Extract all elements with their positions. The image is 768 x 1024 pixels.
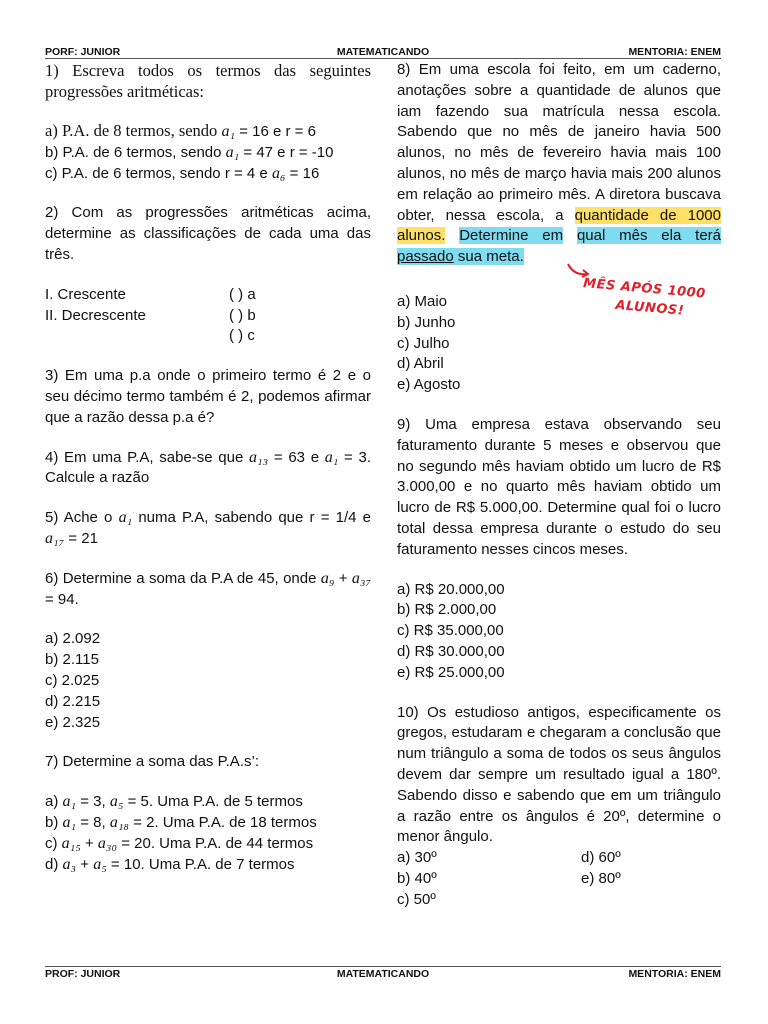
q1-item-b: b) P.A. de 6 termos, sendo a₁ = 47 e r = -10 [45, 143, 334, 161]
q8-option-e: e) Agosto [397, 376, 461, 394]
q1-item-c: c) P.A. de 6 termos, sendo r = 4 e a₆ = 16 [45, 164, 320, 182]
q7-stem: 7) Determine a soma das P.A.s’: [45, 753, 259, 771]
q6-option-d: d) 2.215 [45, 692, 101, 710]
q2-row-3: ( ) c [229, 327, 255, 345]
q8-option-c: c) Julho [397, 334, 450, 352]
q3-stem: 3) Em uma p.a onde o primeiro termo é 2 e o seu décimo termo também é 2, podemos afirmar que a razão dessa p.a é? [45, 367, 371, 426]
q9-option-a: a) R$ 20.000,00 [397, 580, 505, 598]
q9-option-c: c) R$ 35.000,00 [397, 622, 504, 640]
handwritten-note-line-2: ALUNOS! [614, 297, 685, 319]
q6-option-b: b) 2.115 [45, 651, 99, 669]
q10-option-d: d) 60º [581, 849, 621, 867]
handwritten-note-line-1: MÊS APÓS 1000 [582, 275, 707, 302]
q10-option-a: a) 30º [397, 849, 437, 867]
q4-stem: 4) Em uma P.A, sabe-se que a₁₃ = 63 e a₁ = 3. Calcule a razão [45, 448, 371, 487]
q10-option-c: c) 50º [397, 890, 436, 908]
q8-highlight-cyan-3: sua meta. [457, 248, 524, 266]
q2-row-2: II. Decrescente ( ) b [45, 306, 256, 324]
footer-center: MATEMATICANDO [336, 968, 430, 980]
q8-stem: 8) Em uma escola foi feito, em um caderno, anotações sobre a quantidade de alunos que iam fazendo sua matrícula nessa escola. Sabendo que no mês de janeiro havia 500 alunos, no mês de fevereiro havia mais 100 alunos, no mês de março havia mais 200 alunos em relação ao primeiro mês. A diretora buscava obter, nessa escola, a quantidade de 1000 alunos. Determine em qual mês ela terá passado sua meta. [397, 61, 722, 266]
header-rule [45, 58, 721, 59]
q10-row-3 [397, 890, 721, 911]
q7-item-b: b) a₁ = 8, a₁₈ = 2. Uma P.A. de 18 termos [45, 813, 317, 831]
q1-stem: 1) Escreva todos os termos das seguintes progressões aritméticas: [45, 61, 371, 101]
q8-option-b: b) Junho [397, 313, 456, 331]
q9-stem: 9) Uma empresa estava observando seu faturamento durante 5 meses e observou que no segundo mês haviam obtido um lucro de R$ 3.000,00 e no quarto mês haviam obtido um lucro de R$ 5.000,00. Determine qual foi o lucro total dessa empresa durante o estudo do seu faturamento nesses cincos meses. [397, 415, 721, 558]
q10-option-e: e) 80º [581, 869, 621, 887]
q7-item-c: c) a₁₅ + a₃₀ = 20. Uma P.A. de 44 termos [45, 834, 314, 852]
header-right: MENTORIA: ENEM [628, 46, 721, 58]
header-left: PORF: JUNIOR [45, 46, 121, 58]
q9-option-e: e) R$ 25.000,00 [397, 663, 505, 681]
q6-option-a: a) 2.092 [45, 630, 101, 648]
q10-stem: 10) Os estudioso antigos, especificamente os gregos, estudaram e chegaram a conclusão que num triângulo a soma de todos os seus ângulos devem dar sempre um resultado igual a 180º. Sabendo disso e sabendo que em um triângulo a razão entre os ângulos é 20º, determine o menor ângulo. [397, 703, 721, 846]
q6-stem: 6) Determine a soma da P.A de 45, onde a₉ + a₃₇ = 94. [45, 569, 372, 608]
q1-item-a: a) P.A. de 8 termos, sendo a₁ = 16 e r = 6 [45, 121, 316, 140]
header-center: MATEMATICANDO [336, 46, 430, 58]
q7-item-a: a) a₁ = 3, a₅ = 5. Uma P.A. de 5 termos [45, 793, 303, 811]
q8-option-d: d) Abril [397, 355, 444, 373]
q6-option-c: c) 2.025 [45, 671, 100, 689]
q8-underlined-word: passado [397, 248, 454, 266]
footer-rule [45, 966, 721, 967]
q5-stem: 5) Ache o a₁ numa P.A, sabendo que r = 1/4 e a₁₇ = 21 [45, 509, 372, 547]
q10-row-2 [397, 869, 721, 890]
q2-stem: 2) Com as progressões aritméticas acima, determine as classificações de cada uma das três. [45, 204, 371, 263]
footer-right: MENTORIA: ENEM [628, 968, 721, 980]
footer-left: PROF: JUNIOR [45, 968, 121, 980]
left-column [45, 60, 371, 875]
q10-row-1 [397, 848, 721, 869]
q8-highlight-cyan-2: qual mês ela terá [576, 227, 722, 245]
q8-highlight-yellow: quantidade de 1000 alunos. [397, 206, 721, 245]
q9-option-b: b) R$ 2.000,00 [397, 601, 497, 619]
right-column [397, 60, 721, 910]
q8-highlight-cyan-1: Determine em [459, 227, 564, 245]
q10-option-b: b) 40º [397, 869, 437, 887]
q2-row-1: I. Crescente ( ) a [45, 285, 256, 303]
q6-option-e: e) 2.325 [45, 713, 101, 731]
q9-option-d: d) R$ 30.000,00 [397, 642, 505, 660]
q7-item-d: d) a₃ + a₅ = 10. Uma P.A. de 7 termos [45, 855, 295, 873]
q8-option-a: a) Maio [397, 292, 448, 310]
